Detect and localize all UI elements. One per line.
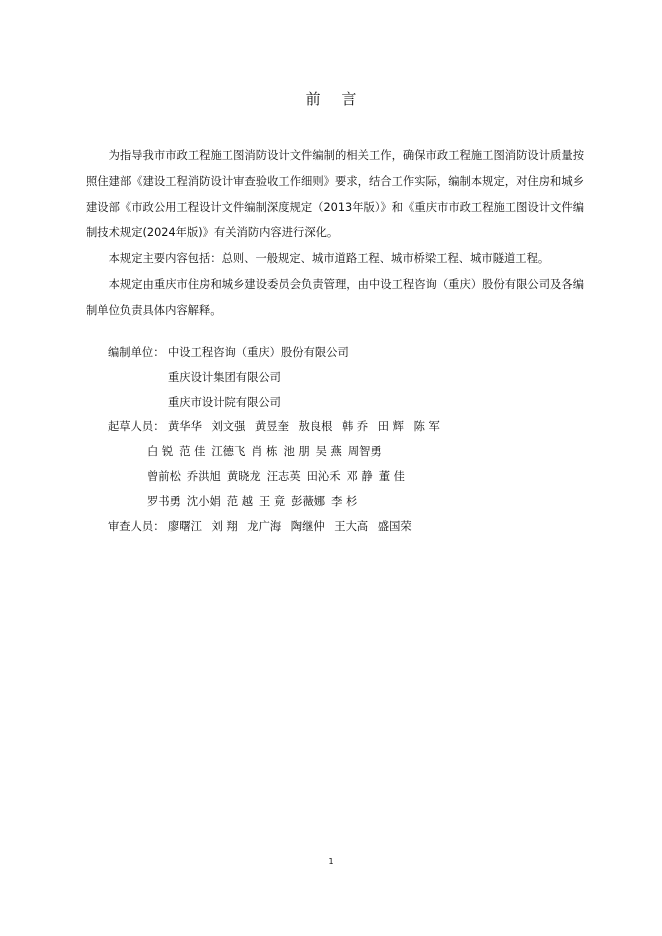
drafter-name: 董 佳 <box>378 469 405 483</box>
drafter-name: 黄昱奎 <box>255 420 289 434</box>
drafter-name: 刘文强 <box>211 420 246 434</box>
drafters-names <box>168 415 446 440</box>
drafter-name: 田沁禾 <box>306 469 341 483</box>
drafter-name: 李 杉 <box>331 494 358 508</box>
drafter-name: 曾前松 <box>147 469 181 483</box>
drafter-name: 池 朋 <box>283 445 310 459</box>
drafter-name: 范 越 <box>226 494 253 508</box>
drafters-label: 起草人员： <box>108 420 165 434</box>
drafters-row <box>108 490 588 515</box>
page-number: 1 <box>328 857 334 866</box>
reviewer-name: 陶继仲 <box>290 519 325 533</box>
drafter-name: 吴 燕 <box>315 445 342 459</box>
drafter-name: 沈小娟 <box>186 494 221 508</box>
reviewers-names <box>168 515 418 540</box>
drafter-name: 乔洪旭 <box>186 469 221 483</box>
drafter-name: 范 佳 <box>179 445 206 459</box>
drafter-name: 陈 军 <box>413 420 440 434</box>
credits-section <box>108 341 588 539</box>
page-title: 前 言 <box>305 90 365 108</box>
compiling-unit-row <box>108 391 588 416</box>
drafter-name: 周智勇 <box>347 445 382 459</box>
drafter-name: 邓 静 <box>346 469 373 483</box>
compiling-unit: 重庆市设计院有限公司 <box>168 395 281 409</box>
preface-body <box>86 143 584 324</box>
drafter-name: 汪志英 <box>266 469 301 483</box>
drafter-name: 彭薇娜 <box>291 494 326 508</box>
drafter-name: 敖良根 <box>298 420 333 434</box>
drafter-name: 黄晓龙 <box>226 469 261 483</box>
drafters-row <box>108 465 588 490</box>
compiling-units-label: 编制单位： <box>108 346 165 359</box>
reviewers-row <box>108 515 588 540</box>
reviewers-label: 审查人员： <box>108 519 165 533</box>
drafter-name: 黄华华 <box>168 420 202 434</box>
drafter-name: 王 竟 <box>259 494 286 508</box>
reviewer-name: 龙广海 <box>247 519 282 533</box>
drafter-name: 白 锐 <box>147 445 174 459</box>
compiling-unit: 中设工程咨询（重庆）股份有限公司 <box>168 346 349 359</box>
preface-paragraph-2: 本规定主要内容包括：总则、一般规定、城市道路工程、城市桥梁工程、城市隧道工程。 <box>108 252 550 266</box>
reviewer-name: 盛国荣 <box>377 519 412 533</box>
drafter-name: 田 辉 <box>377 420 404 434</box>
drafters-row <box>108 415 588 440</box>
compiling-unit-row <box>108 366 588 391</box>
drafter-name: 罗书勇 <box>147 494 181 508</box>
compiling-unit: 重庆设计集团有限公司 <box>168 370 281 384</box>
preface-paragraph-1: 为指导我市市政工程施工图消防设计文件编制的相关工作，确保市政工程施工图消防设计质量按照住建部《建设工程消防设计审查验收工作细则》要求，结合工作实际，编制本规定，对住房和城乡建设部《市政公用工程设计文件编制深度规定（2013年版）》和《重庆市市政工程施工图设计文件编制技术规定(2024年版)》有关消防内容进行深化。 <box>86 149 584 240</box>
reviewer-name: 王大高 <box>334 519 369 533</box>
reviewer-name: 廖曙江 <box>168 519 202 533</box>
drafter-name: 肖 栋 <box>251 445 278 459</box>
drafter-name: 江德飞 <box>211 445 246 459</box>
reviewer-name: 刘 翔 <box>211 519 238 533</box>
drafters-row <box>108 440 588 465</box>
preface-paragraph-3: 本规定由重庆市住房和城乡建设委员会负责管理，由中设工程咨询（重庆）股份有限公司及各编制单位负责具体内容解释。 <box>86 277 584 317</box>
compiling-unit-row <box>108 341 588 366</box>
drafter-name: 韩 乔 <box>342 420 369 434</box>
